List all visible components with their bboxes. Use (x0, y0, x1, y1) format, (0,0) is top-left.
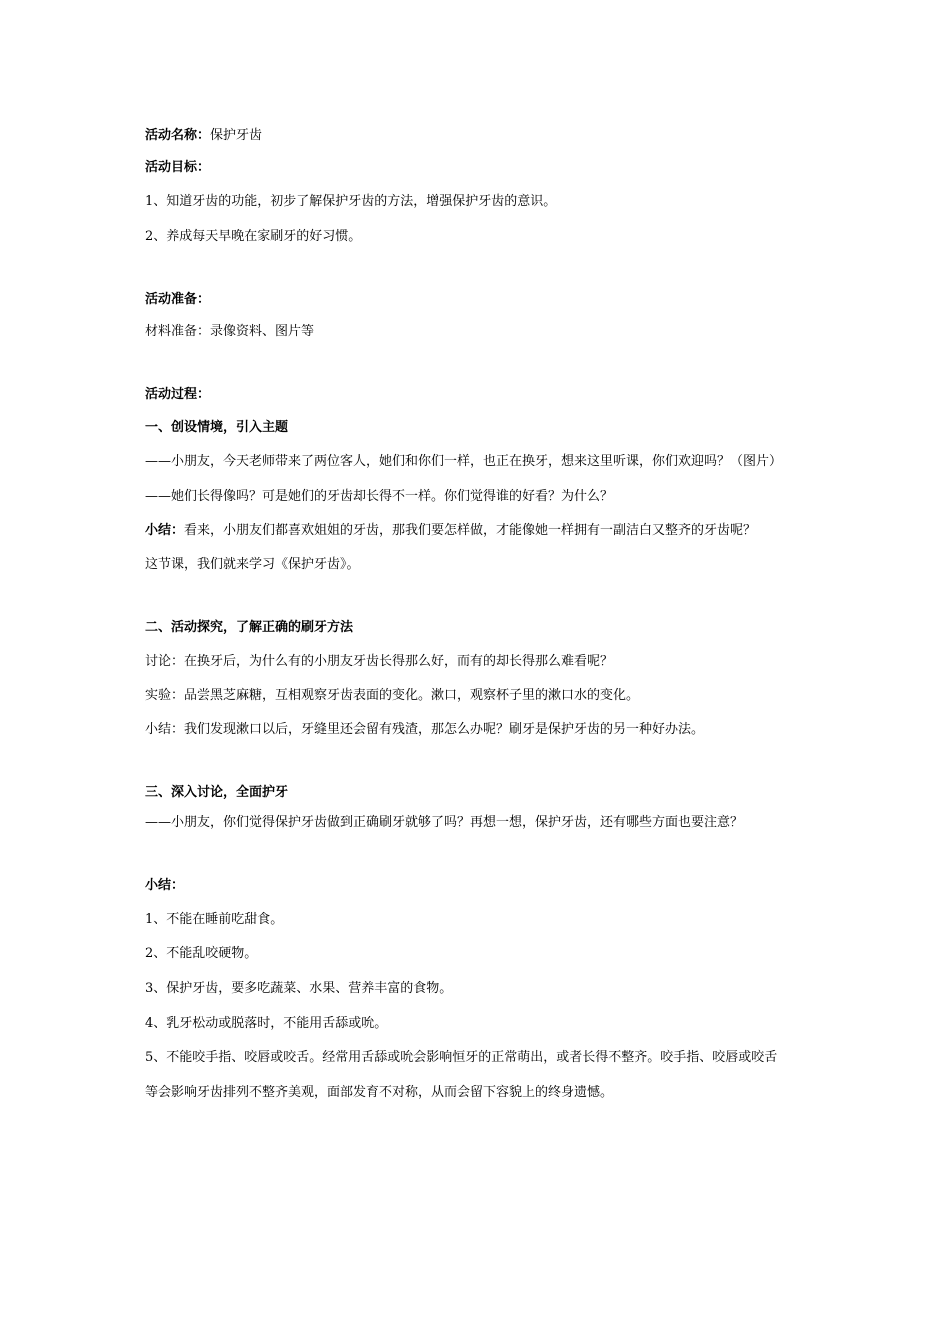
section2-heading: 二、活动探究，了解正确的刷牙方法 (145, 620, 354, 635)
prep-heading: 活动准备： (145, 292, 211, 307)
prep-materials: 材料准备：录像资料、图片等 (145, 324, 315, 339)
goal-item-2: 2、养成每天早晚在家刷牙的好习惯。 (145, 229, 362, 244)
section3-line1: ——小朋友，你们觉得保护牙齿做到正确刷牙就够了吗？再想一想，保护牙齿，还有哪些方面也要注意？ (145, 815, 744, 830)
conclusion-heading: 小结： (145, 878, 185, 893)
conclusion-item-5-cont: 等会影响牙齿排列不整齐美观，面部发育不对称，从而会留下容貌上的终身遗憾。 (145, 1085, 614, 1100)
section2-experiment: 实验：品尝黑芝麻糖，互相观察牙齿表面的变化。漱口，观察杯子里的漱口水的变化。 (145, 688, 640, 703)
conclusion-item-2: 2、不能乱咬硬物。 (145, 946, 258, 961)
activity-name-value: 保护牙齿 (210, 128, 263, 143)
conclusion-item-1: 1、不能在睡前吃甜食。 (145, 912, 284, 927)
section1-summary-text: 看来，小朋友们都喜欢姐姐的牙齿，那我们要怎样做，才能像她一样拥有一副洁白又整齐的牙齿呢？ (184, 523, 757, 538)
conclusion-item-3: 3、保护牙齿，要多吃蔬菜、水果、营养丰富的食物。 (145, 981, 453, 996)
process-heading: 活动过程： (145, 387, 211, 402)
section1-summary-label: 小结： (145, 523, 185, 538)
conclusion-item-5: 5、不能咬手指、咬唇或咬舌。经常用舌舔或吮会影响恒牙的正常萌出，或者长得不整齐。咬手指、咬唇或咬舌 (145, 1050, 778, 1065)
section2-discussion: 讨论：在换牙后，为什么有的小朋友牙齿长得那么好，而有的却长得那么难看呢？ (145, 654, 614, 669)
goals-heading: 活动目标： (145, 160, 211, 175)
section3-heading: 三、深入讨论，全面护牙 (145, 785, 289, 800)
conclusion-item-4: 4、乳牙松动或脱落时，不能用舌舔或吮。 (145, 1016, 388, 1031)
section1-summary-cont: 这节课，我们就来学习《保护牙齿》。 (145, 557, 360, 572)
activity-name-line (145, 126, 262, 146)
section1-heading: 一、创设情境，引入主题 (145, 420, 289, 435)
goal-item-1: 1、知道牙齿的功能，初步了解保护牙齿的方法，增强保护牙齿的意识。 (145, 194, 557, 209)
activity-name-label: 活动名称： (145, 128, 211, 143)
section1-summary (145, 521, 756, 541)
section1-line1: ——小朋友，今天老师带来了两位客人，她们和你们一样，也正在换牙，想来这里听课，你们欢迎吗？（图片） (145, 454, 783, 469)
section1-line2: ——她们长得像吗？可是她们的牙齿却长得不一样。你们觉得谁的好看？为什么？ (145, 489, 614, 504)
section2-summary: 小结：我们发现漱口以后，牙缝里还会留有残渣，那怎么办呢？刷牙是保护牙齿的另一种好办法。 (145, 722, 705, 737)
